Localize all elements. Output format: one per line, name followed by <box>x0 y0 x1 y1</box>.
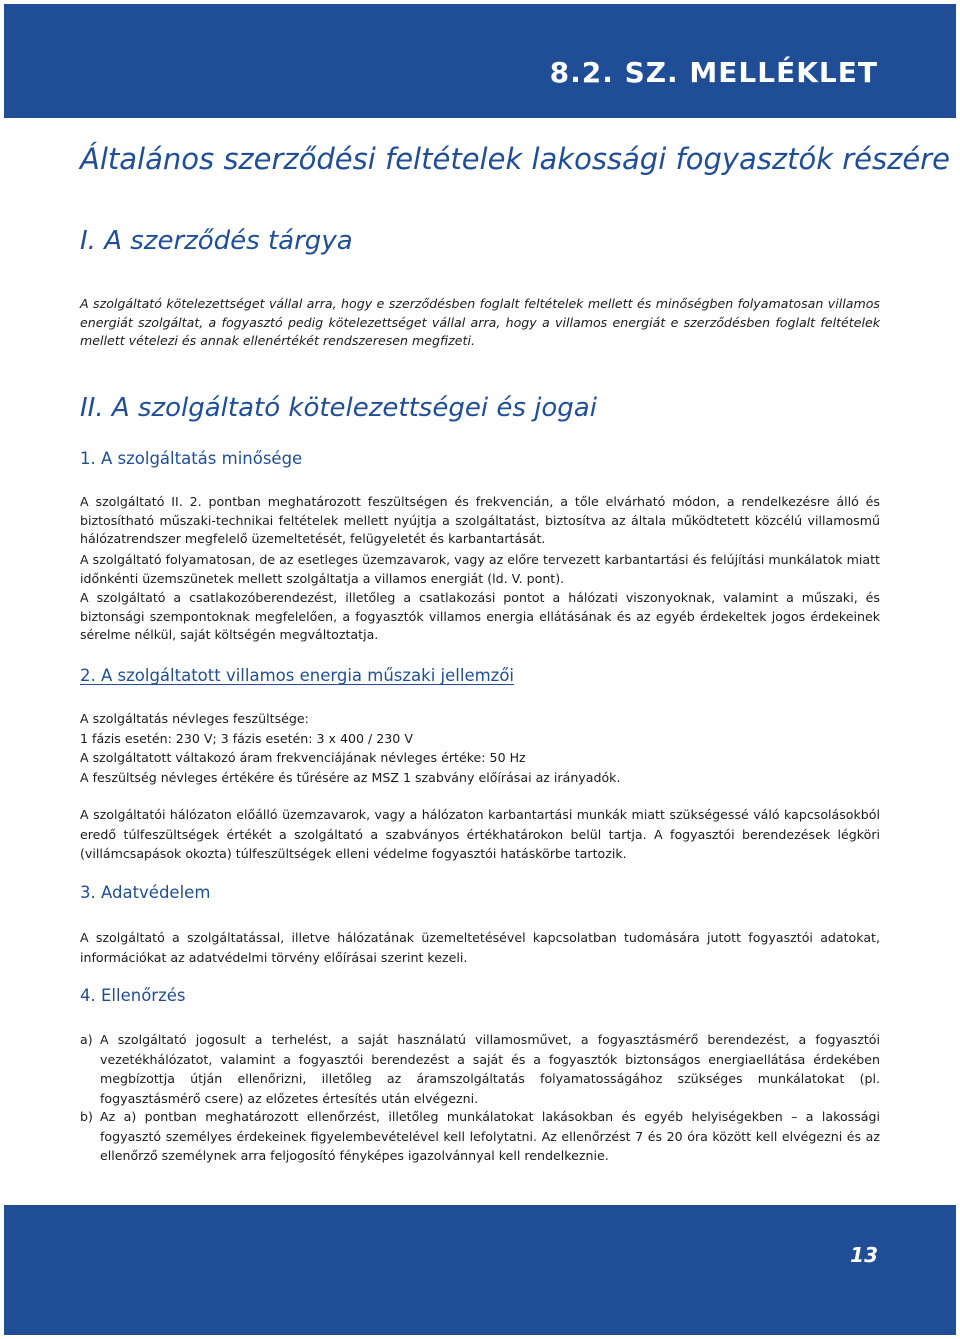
voltage-spec-list <box>80 709 880 787</box>
list-item-text: A szolgáltató jogosult a terhelést, a saját használatú villamosművet, a fogyasztásmérő berendezést, a fogyasztói vezetékhálózatot, valamint a fogyasztói berendezést a saját és a fogyasztók biztonságos energiaellátása érdekében megbízottja útján ellenőrizni, illetőleg az áramszolgáltatás folyamatosságához szükséges munkálatokat (pl. fogyasztásmérő csere) az előzetes értesítés után elvégezni. <box>100 1032 880 1106</box>
page-number: 13 <box>850 1243 878 1267</box>
spec-line: A szolgáltatott váltakozó áram frekvenciájának névleges értéke: 50 Hz <box>80 750 526 765</box>
footer-band <box>4 1205 956 1335</box>
subsection-2-paragraph: A szolgáltatói hálózaton előálló üzemzavarok, vagy a hálózaton karbantartási munkák miatt szükségessé váló kapcsolásokból eredő túlfeszültségek értékét a szolgáltató a szabványos értékhatárokon belül tartja. A fogyasztói berendezések légköri (villámcsapások okozta) túlfeszültségek elleni védelme fogyasztói hatáskörbe tartozik. <box>80 807 880 861</box>
subsection-4-heading: 4. Ellenőrzés <box>80 986 186 1005</box>
subsection-3-paragraph: A szolgáltató a szolgáltatással, illetve hálózatának üzemeltetésével kapcsolatban tudomására jutott fogyasztói adatokat, információkat az adatvédelmi törvény előírásai szerint kezeli. <box>80 930 880 965</box>
list-item <box>80 1030 880 1108</box>
spec-line: 1 fázis esetén: 230 V; 3 fázis esetén: 3 x 400 / 230 V <box>80 730 413 746</box>
subsection-1-heading: 1. A szolgáltatás minősége <box>80 449 303 468</box>
subsection-3-heading: 3. Adatvédelem <box>80 883 211 902</box>
list-item <box>80 1107 880 1166</box>
section-1-paragraph: A szolgáltató kötelezettséget vállal arra, hogy e szerződésben foglalt feltételek mellett és minőségben folyamatosan villamos energiát szolgáltat, a fogyasztó pedig kötelezettséget vállal arra, hogy a villamos energiát e szerződésben foglalt feltételek mellett vételezi és annak ellenértékét rendszeresen megfizeti. <box>80 296 880 349</box>
list-item-text: Az a) pontban meghatározott ellenőrzést, illetőleg munkálatokat lakásokban és egyéb helyiségekben – a lakossági fogyasztó személyes érdekeinek figyelembevételével kell lefolytatni. Az ellenőrzést 7 és 20 óra között kell elvégezni és az ellenőrző személynek arra feljogosító fényképes igazolvánnyal kell rendelkeznie. <box>100 1109 880 1163</box>
list-marker: b) <box>80 1109 93 1124</box>
section-2-heading: II. A szolgáltató kötelezettségei és jogai <box>80 393 597 423</box>
spec-line: A szolgáltatás névleges feszültsége: <box>80 711 309 726</box>
section-1-heading: I. A szerződés tárgya <box>80 226 353 256</box>
subsection-1-paragraph-1: A szolgáltató II. 2. pontban meghatározott feszültségen és frekvencián, a tőle elvárható módon, a rendelkezésre álló és biztosítható műszaki-technikai feltételek mellett nyújtja a szolgáltatást, biztosítva az általa működtetett közcélú villamosmű hálózatrendszer megfelelő üzemeltetését, felügyeletét és karbantartását. <box>80 494 880 547</box>
subsection-2-heading: 2. A szolgáltatott villamos energia műszaki jellemzői <box>80 666 515 685</box>
subsection-1-paragraph-3: A szolgáltató a csatlakozóberendezést, illetőleg a csatlakozási pontot a hálózati viszonyoknak, valamint a műszaki, és biztonsági szempontoknak megfelelően, a fogyasztók villamos energia ellátásának és az egyéb érdekeltek jogos érdekeinek sérelme nélkül, saját költségén megváltoztatja. <box>80 590 880 643</box>
subsection-1-paragraph-2: A szolgáltató folyamatosan, de az esetleges üzemzavarok, vagy az előre tervezett karbantartási és felújítási munkálatok miatt időnkénti üzemszünetek mellett szolgáltatja a villamos energiát (ld. V. pont). <box>80 552 880 586</box>
header-band <box>4 4 956 118</box>
annex-label: 8.2. SZ. MELLÉKLET <box>549 56 878 89</box>
list-marker: a) <box>80 1032 93 1047</box>
document-title: Általános szerződési feltételek lakossági fogyasztók részére <box>80 142 950 176</box>
spec-line: A feszültség névleges értékére és tűrésére az MSZ 1 szabvány előírásai az irányadók. <box>80 769 621 785</box>
